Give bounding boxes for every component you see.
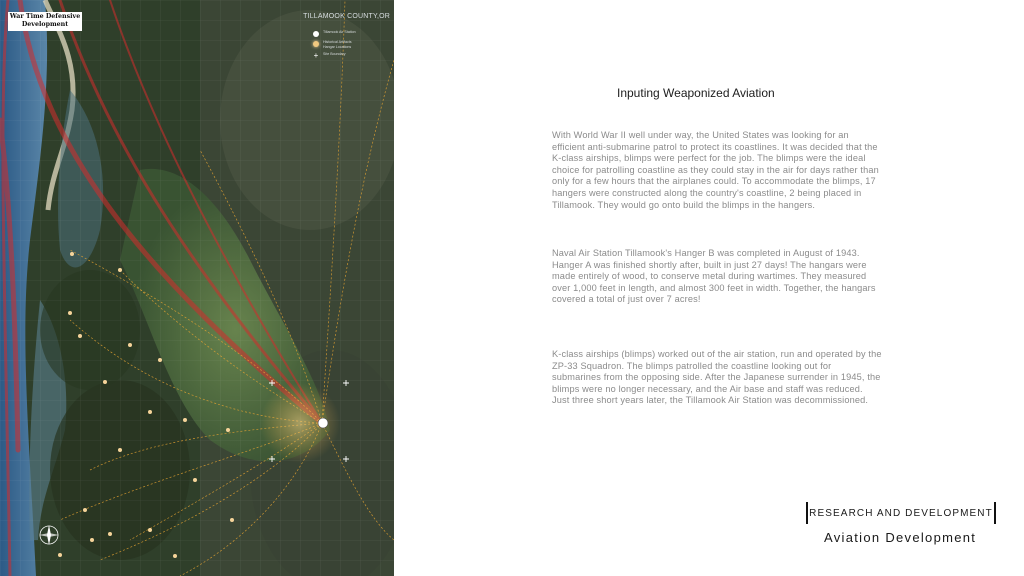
legend-label: Site Boundary: [323, 52, 346, 57]
article-paragraph: Naval Air Station Tillamook's Hanger B was completed in August of 1943. Hanger A was finished shortly after, built in just 27 days! The hangars were made entirely of wood, to conserve metal during wartimes. They measured over 1,000 feet in length, and almost 300 feet in width. Together, the hangars covered a total of just over 7 acres!: [552, 248, 876, 305]
legend-label: Hangar Locations: [323, 44, 352, 49]
cross-icon: +: [313, 51, 319, 61]
legend-item-artifacts: [313, 40, 393, 49]
article-heading: Inputing Weaponized Aviation: [617, 86, 775, 100]
aerial-map: [0, 0, 394, 576]
satellite-imagery: [0, 0, 394, 576]
map-title-line1: War Time Defensive: [9, 13, 81, 20]
section-label-box: [806, 502, 996, 524]
glow-dot-icon: [313, 41, 319, 47]
page-subtitle: Aviation Development: [824, 530, 977, 545]
compass-rose-icon: [38, 524, 60, 546]
article-paragraph: K-class airships (blimps) worked out of the air station, run and operated by the ZP-33 Squadron. The blimps patrolled the coastline looking out for submarines from the opposing side. After the Japanese surrender in 1945, the blimps were no longer necessary, and the Air base and staff was reduced. Just three short years later, the Tillamook Air Station was decommissioned.: [552, 349, 882, 406]
article-paragraph: With World War II well under way, the United States was looking for an efficient anti-submarine patrol to protect its coastlines. It was decided that the K-class airships, blimps were perfect for the job. The blimps were the ideal choice for patrolling coastline as they could stay in the air for days rather than only for a few hours that the airplanes could. To accommodate the blimps, 17 hangers were constructed along the country's coastline, 2 being placed in Tillamook. They would go onto build the blimps in the hangers.: [552, 130, 879, 210]
legend-label: Tillamook Air Station: [323, 30, 356, 34]
section-label: RESEARCH AND DEVELOPMENT: [809, 507, 993, 519]
map-title-line2: Development: [21, 21, 69, 28]
legend-item-boundary: [313, 52, 393, 59]
map-title-badge: [8, 12, 82, 31]
map-region-label: TILLAMOOK COUNTY,OR: [303, 13, 390, 20]
white-dot-icon: [313, 31, 319, 37]
legend-label: Historical Artifacts: [323, 40, 352, 44]
legend-item-air-station: [313, 30, 393, 37]
map-legend: [313, 30, 393, 62]
